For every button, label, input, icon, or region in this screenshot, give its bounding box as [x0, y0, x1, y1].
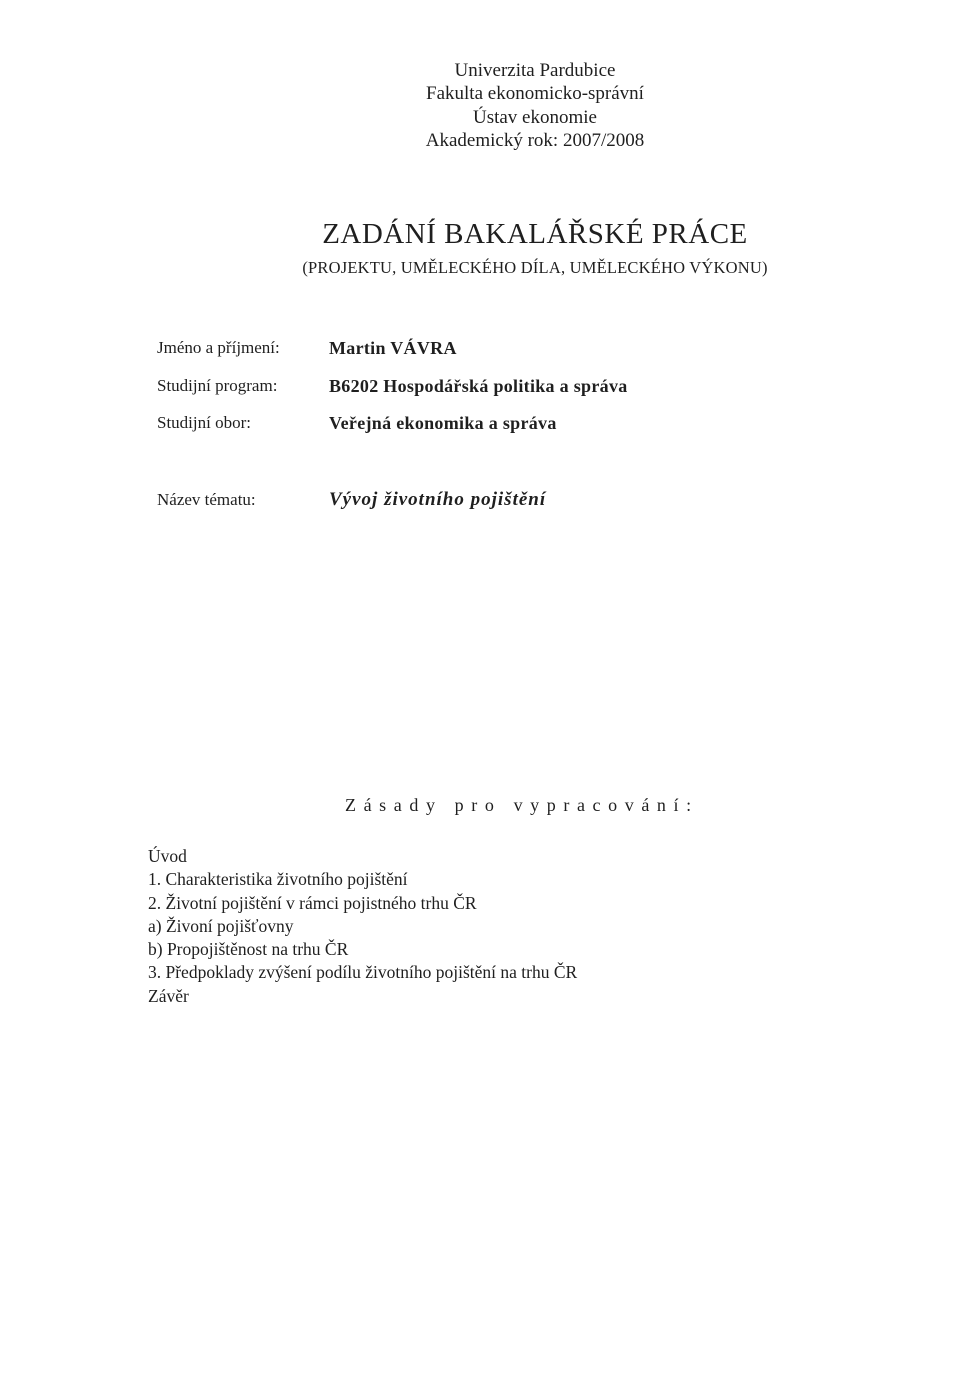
study-program-label: Studijní program:	[157, 376, 278, 395]
list-item: 2. Životní pojištění v rámci pojistného trhu ČR	[148, 892, 477, 913]
study-field-label: Studijní obor:	[157, 413, 251, 432]
academic-year: Akademický rok: 2007/2008	[425, 130, 645, 151]
list-item: Závěr	[148, 985, 189, 1006]
list-item: 1. Charakteristika životního pojištění	[148, 869, 408, 890]
document-subtitle: (PROJEKTU, UMĚLECKÉHO DÍLA, UMĚLECKÉHO VÝKONU)	[302, 258, 768, 277]
university-name: Univerzita Pardubice	[454, 60, 616, 81]
guidelines-heading: Zásady pro vypracování:	[345, 795, 699, 815]
topic-label: Název tématu:	[157, 490, 256, 509]
name-value: Martin VÁVRA	[329, 338, 457, 358]
document-title: ZADÁNÍ BAKALÁŘSKÉ PRÁCE	[322, 218, 748, 250]
institute-name: Ústav ekonomie	[472, 107, 597, 128]
study-field-value: Veřejná ekonomika a správa	[329, 413, 557, 433]
topic-value: Vývoj životního pojištění	[329, 489, 547, 510]
faculty-name: Fakulta ekonomicko-správní	[426, 83, 644, 104]
guidelines-list	[148, 845, 577, 1008]
list-item: a) Živoní pojišťovny	[148, 915, 294, 936]
list-item: 3. Předpoklady zvýšení podílu životního pojištění na trhu ČR	[148, 962, 578, 983]
name-label: Jméno a příjmení:	[157, 338, 280, 357]
list-item: b) Propojištěnost na trhu ČR	[148, 939, 349, 960]
study-program-value: B6202 Hospodářská politika a správa	[329, 376, 628, 396]
list-item: Úvod	[148, 846, 187, 866]
